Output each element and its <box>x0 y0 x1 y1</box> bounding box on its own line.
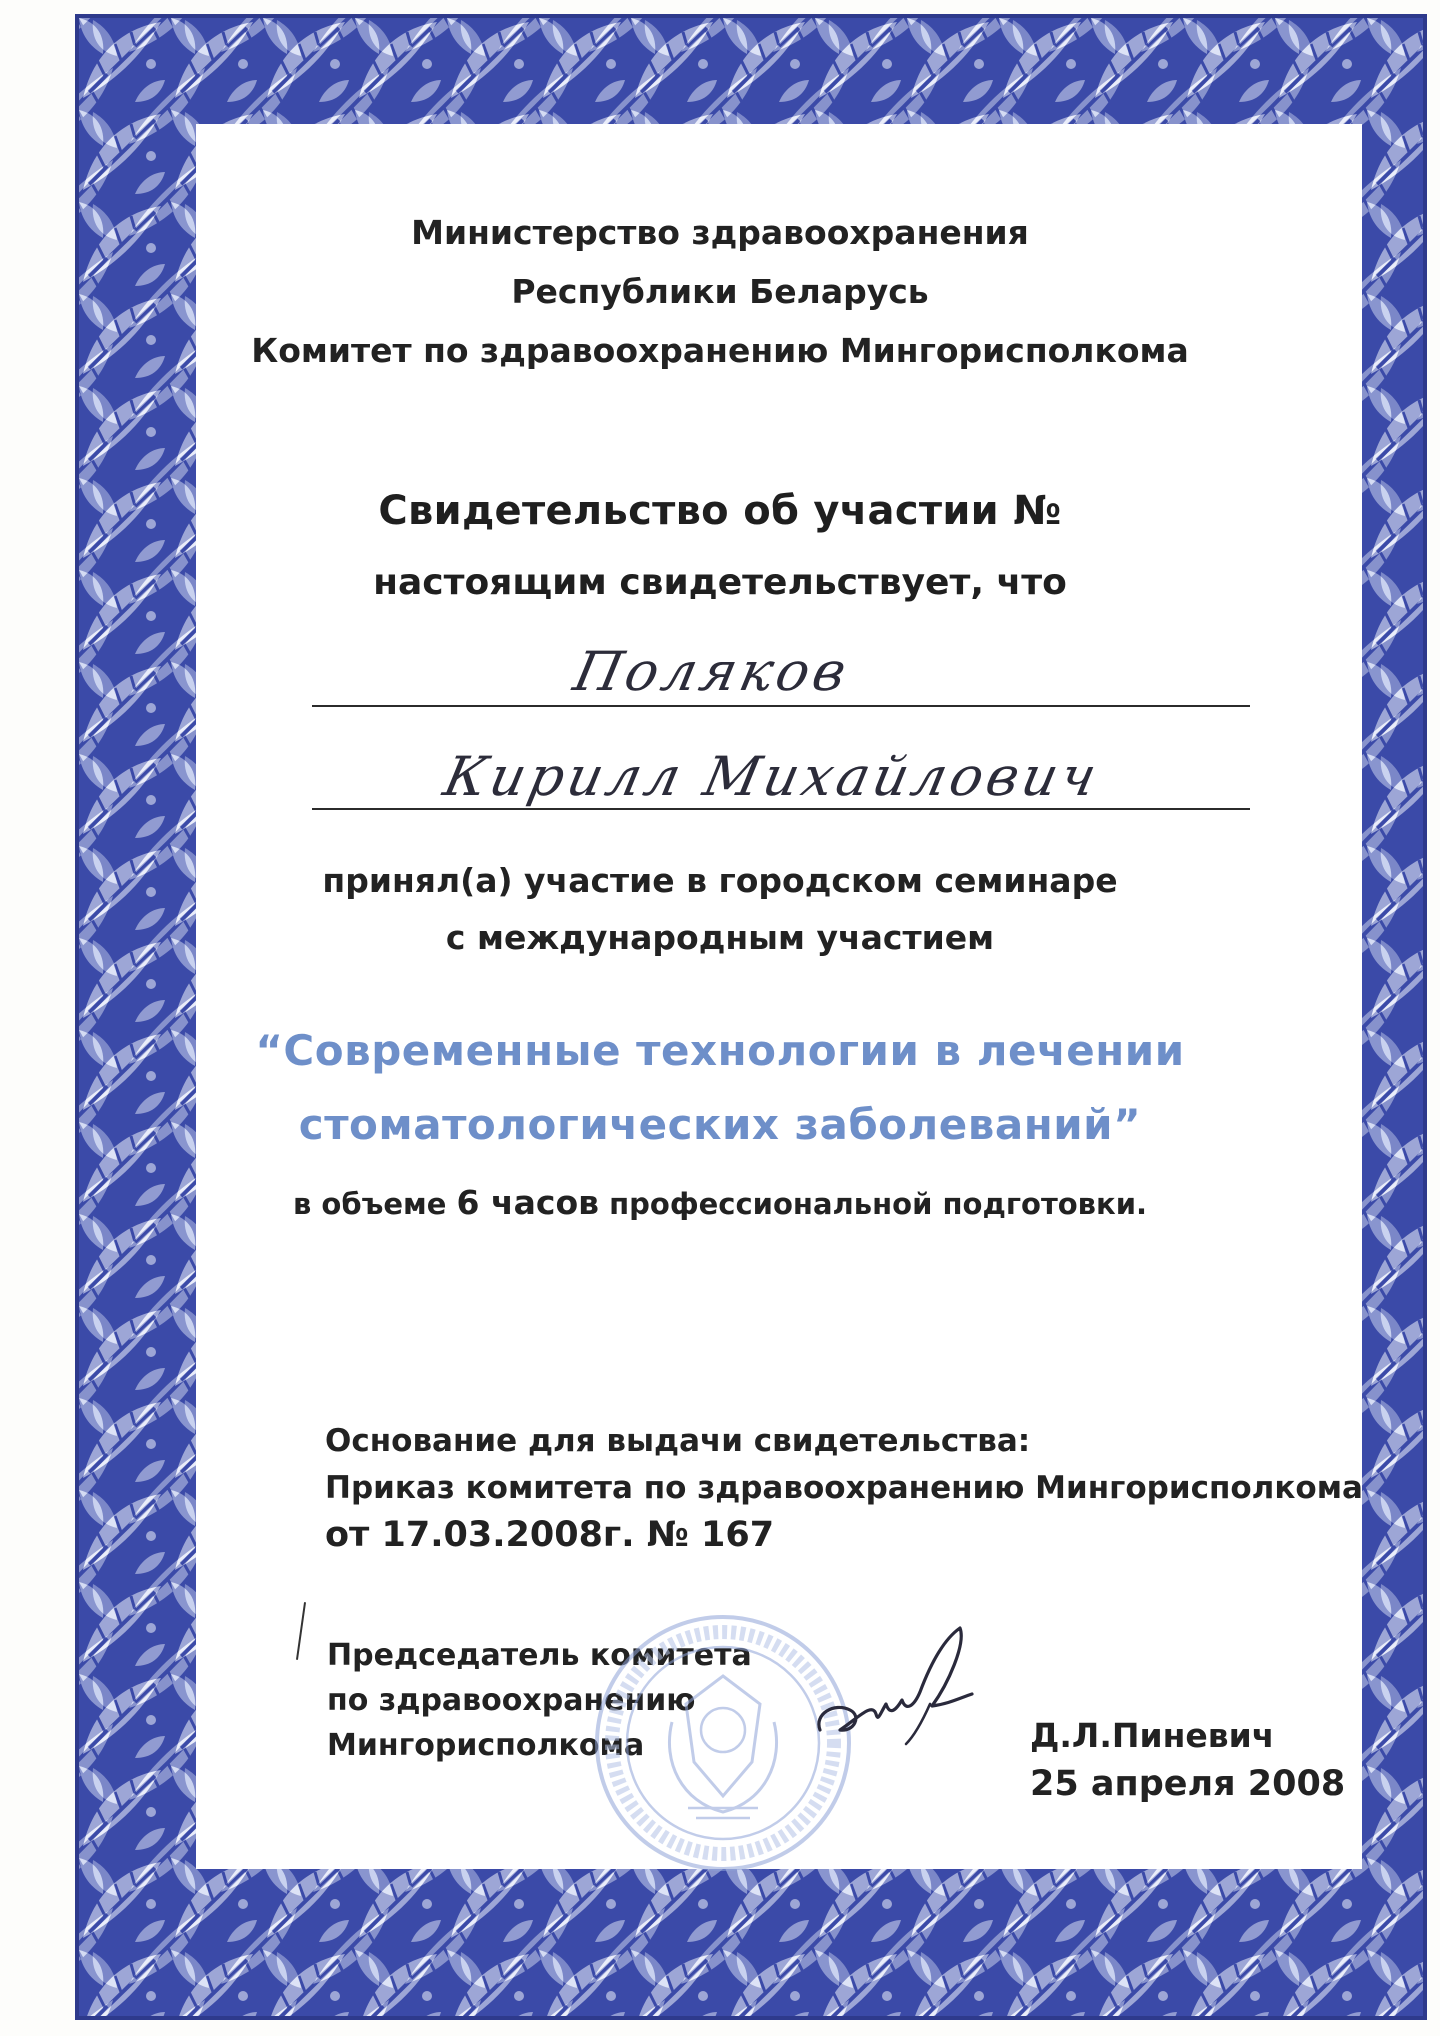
participation-statement <box>0 852 1440 966</box>
signatory-name: Д.Л.Пиневич <box>1030 1716 1275 1755</box>
signatory-block <box>1030 1712 1345 1808</box>
seminar-title-line-1: “Современные технологии в лечении <box>255 1026 1185 1075</box>
recipient-given-names: Кирилл Михайлович <box>438 745 1106 808</box>
volume-suffix: профессиональной подготовки. <box>609 1187 1148 1221</box>
volume-prefix: в объеме <box>292 1187 447 1221</box>
ministry-line: Министерство здравоохранения <box>411 213 1029 252</box>
volume-hours: 6 часов <box>456 1183 600 1222</box>
committee-line: Комитет по здравоохранению Мингорисполкома <box>251 331 1189 370</box>
basis-order-date-number: от 17.03.2008г. № 167 <box>325 1515 775 1555</box>
participation-line-1: принял(а) участие в городском семинаре <box>322 861 1118 900</box>
seminar-title-line-2: стоматологических заболеваний” <box>298 1100 1142 1149</box>
issuer-header <box>0 203 1440 380</box>
training-volume <box>0 1183 1440 1222</box>
republic-line: Республики Беларусь <box>511 272 929 311</box>
recipient-surname: Поляков <box>568 640 856 703</box>
chairman-line-3: Мингорисполкома <box>327 1728 645 1763</box>
given-names-underline <box>312 808 1250 810</box>
seminar-title <box>0 1014 1440 1162</box>
handwritten-signature <box>810 1618 1000 1758</box>
chairman-line-2: по здравоохранению <box>327 1683 696 1718</box>
certificate-subtitle: настоящим свидетельствует, что <box>373 562 1067 603</box>
basis-order: Приказ комитета по здравоохранению Мингорисполкома <box>325 1470 1363 1506</box>
chairman-line-1: Председатель комитета <box>327 1638 752 1673</box>
certificate-title: Свидетельство об участии № <box>378 488 1062 534</box>
issuance-basis <box>325 1418 1363 1559</box>
participation-line-2: с международным участием <box>445 918 995 957</box>
basis-label: Основание для выдачи свидетельства: <box>325 1423 1031 1459</box>
certificate-body-background <box>196 124 1362 1869</box>
surname-underline <box>312 705 1250 707</box>
issue-date: 25 апреля 2008 <box>1030 1764 1346 1804</box>
